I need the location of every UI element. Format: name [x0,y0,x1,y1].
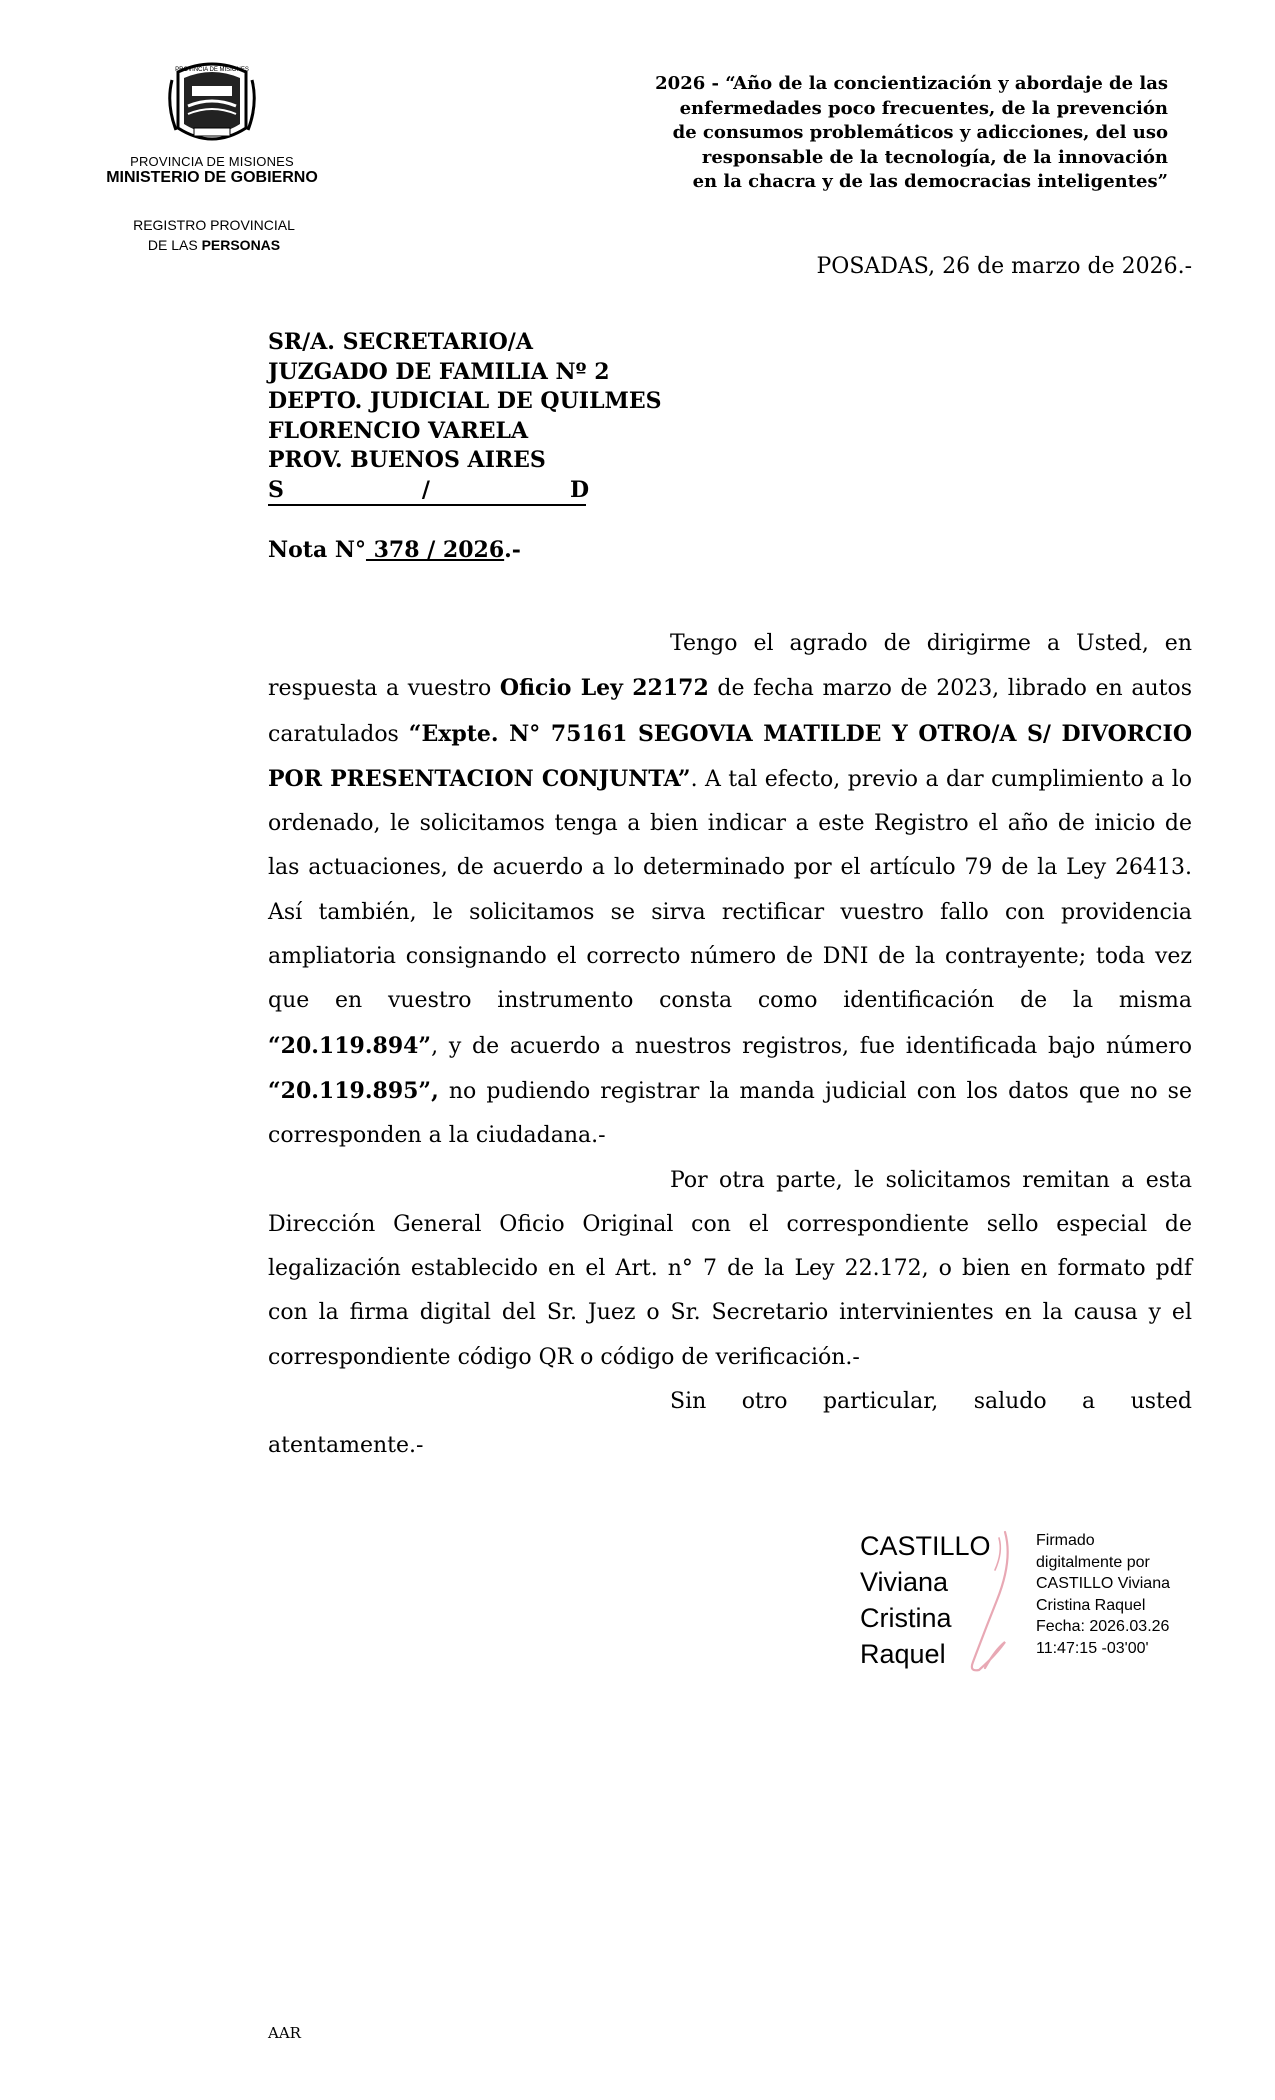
year-motto [560,72,1168,195]
body-text-run: Tengo el agrado de dirigirme a Usted, en respuesta a vuestro [268,631,1192,702]
logo-province-text: PROVINCIA DE MISIONES [130,154,294,169]
provincial-seal-icon [158,58,266,150]
sd-s: S [268,476,284,503]
body-bold-run: “Expte. N° 75161 SEGOVIA MATILDE Y OTRO/A S/ DIVORCIO POR PRESENTACION CONJUNTA” [268,720,1193,792]
motto-line: en la chacra y de las democracias inteligentes” [692,171,1168,192]
motto-line: 2026 - “Año de la concientización y abordaje de las [655,73,1168,94]
body-bold-run: Oficio Ley 22172 [499,675,709,702]
body-bold-run: “20.119.894” [268,1032,432,1059]
signature-name-line: Raquel [860,1639,946,1669]
letter-body [268,622,1192,1469]
body-bold-run: “20.119.895”, [268,1077,439,1104]
body-paragraph-1 [268,622,1192,1159]
logo-ministry-text: MINISTERIO DE GOBIERNO [106,169,318,186]
body-paragraph-3: Sin otro particular, saludo a usted atentamente.- [268,1389,1192,1459]
addressee-line: FLORENCIO VARELA [268,417,529,444]
signature-name-line: CASTILLO [860,1531,991,1561]
seal-lettering: PROVINCIA DE MISIONES [175,67,249,73]
registry-line2-prefix: DE LAS [147,237,202,253]
signature-detail-line: Firmado [1036,1532,1095,1549]
motto-line: enfermedades poco frecuentes, de la prevención [679,97,1168,119]
addressee-line: DEPTO. JUDICIAL DE QUILMES [268,388,662,414]
body-text-run: no pudiendo registrar la manda judicial con los datos que no se corresponden a la ciudadana.- [268,1078,1192,1149]
note-number-value: 378 / 2026 [365,537,505,563]
signature-detail-line: Cristina Raquel [1036,1596,1146,1614]
signature-name-line: Cristina [860,1603,952,1633]
ministry-logo [92,58,332,187]
digital-signature-details [1036,1530,1170,1659]
motto-line: de consumos problemáticos y adicciones, del uso [672,122,1168,143]
signature-detail-line: digitalmente por [1036,1553,1150,1571]
body-text-run: . A tal efecto, previo a dar cumplimiento a lo ordenado, le solicitamos tenga a bien indicar a este Registro el año de inicio de las actuaciones, de acuerdo a lo determinado por el artículo 79 de la Ley 26413. Así también, le solicitamos se sirva rectificar vuestro fallo con providencia ampliatoria consignando el correcto número de DNI de la contrayente; toda vez que en vuestro instrumento consta como identificación de la misma [268,766,1192,1014]
sd-slash: / [421,476,430,503]
signature-detail-line: CASTILLO Viviana [1036,1575,1170,1592]
signature-detail-line: 11:47:15 -03'00' [1036,1639,1149,1657]
registry-line2 [104,235,324,255]
addressee-block [268,328,662,506]
note-suffix: .- [504,537,521,563]
signature-name-line: Viviana [860,1567,949,1597]
note-label: Nota N° [268,537,366,563]
body-text-run: de fecha marzo de 2023, librado en autos caratulados [268,676,1193,747]
body-text-run: , y de acuerdo a nuestros registros, fue identificada bajo número [431,1033,1192,1059]
addressee-line: PROV. BUENOS AIRES [268,447,546,473]
note-number [268,537,521,563]
registry-line2-bold: PERSONAS [201,237,281,253]
registry-name [104,215,324,255]
registry-line1: REGISTRO PROVINCIAL [133,217,295,233]
digital-signature-mark-icon [955,1530,1025,1680]
addressee-line: JUZGADO DE FAMILIA Nº 2 [268,358,610,385]
motto-line: responsable de la tecnología, de la innovación [701,146,1168,168]
addressee-line: SR/A. SECRETARIO/A [268,329,533,355]
letter-date: POSADAS, 26 de marzo de 2026.- [816,254,1192,279]
typist-initials: AAR [268,2024,301,2042]
signature-detail-line: Fecha: 2026.03.26 [1036,1618,1170,1635]
sd-d: D [569,476,590,503]
sd-line [268,476,590,506]
body-paragraph-2: Por otra parte, le solicitamos remitan a esta Dirección General Oficio Original con el correspondiente sello especial de legalización establecido en el Art. n° 7 de la Ley 22.172, o bien en formato pdf con la firma digital del Sr. Juez o Sr. Secretario intervinientes en la causa y el correspondiente código QR o código de verificación.- [268,1167,1192,1370]
